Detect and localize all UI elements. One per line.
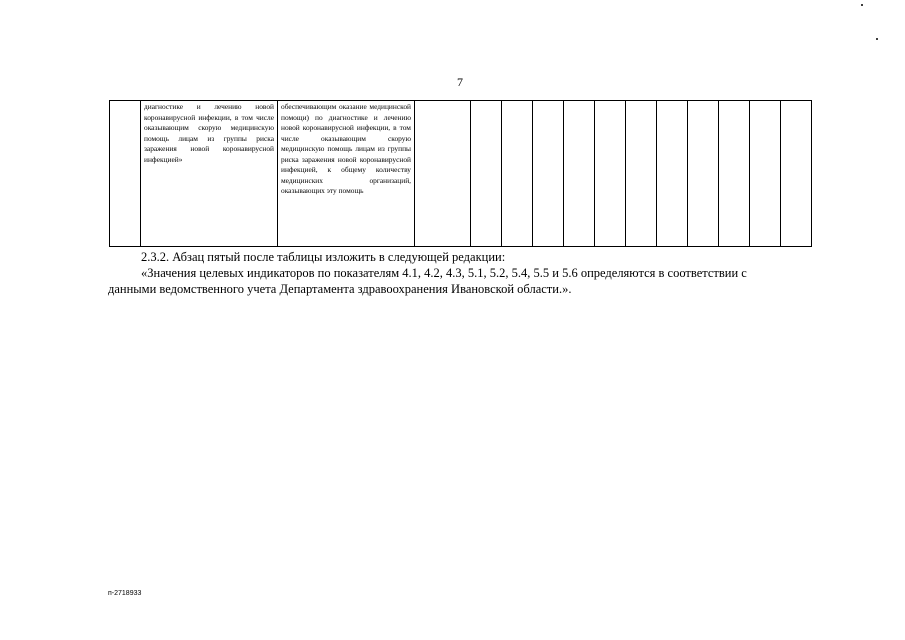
paragraph-amendment-text-continued: данными ведомственного учета Департамента здравоохранения Ивановской области.». [108, 282, 572, 296]
page-number: 7 [457, 75, 463, 89]
table-cell-value [471, 101, 502, 247]
table-cell-value [688, 101, 719, 247]
paragraph-amendment-text: «Значения целевых индикаторов по показателям 4.1, 4.2, 4.3, 5.1, 5.2, 5.4, 5.5 и 5.6 определяются в соответствии с [141, 266, 747, 280]
table-cell-value [533, 101, 564, 247]
table-cell-indicator-name: диагностике и лечению новой коронавирусной инфекции, в том числе оказывающим скорую медицинскую помощь лицам из группы риска заражения новой коронавирусной инфекцией» [141, 101, 278, 247]
table-cell-indicator-formula: обеспечивающим оказание медицинской помощи) по диагностике и лечению новой коронавирусной инфекции, в том числе оказывающим скорую медицинскую помощь лицам из группы риска заражения новой коронавирусной инфекцией, к общему количеству медицинских организаций, оказывающих эту помощь [278, 101, 415, 247]
scan-speck [861, 4, 863, 6]
table-cell-value [750, 101, 781, 247]
table-cell-value [719, 101, 750, 247]
document-code: п-2718933 [108, 590, 142, 597]
indicator-table [109, 100, 812, 247]
table-cell-value [657, 101, 688, 247]
table-cell-value [781, 101, 812, 247]
table-row [110, 101, 812, 247]
table-cell-number [110, 101, 141, 247]
scan-speck [876, 38, 878, 40]
table-cell-value [564, 101, 595, 247]
table-cell-unit [415, 101, 471, 247]
table-cell-value [626, 101, 657, 247]
table-cell-value [595, 101, 626, 247]
table-cell-value [502, 101, 533, 247]
paragraph-amendment-heading: 2.3.2. Абзац пятый после таблицы изложить в следующей редакции: [141, 250, 506, 264]
